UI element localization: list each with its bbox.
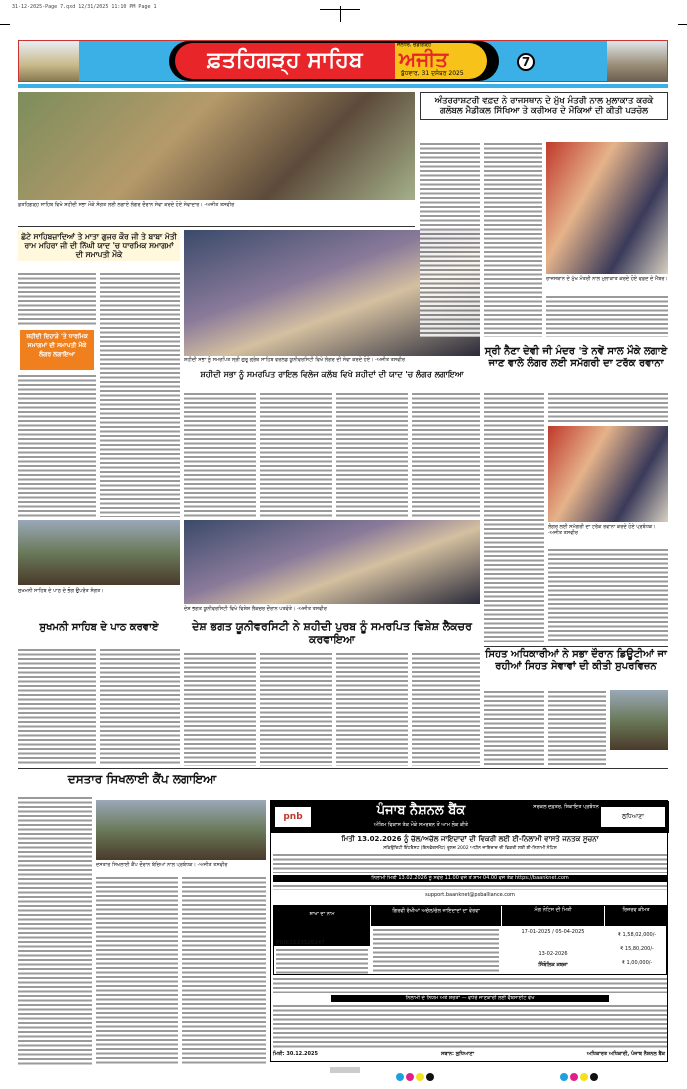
article-body: [260, 652, 332, 766]
story-photo: [548, 426, 668, 522]
headline: ਸ਼ਹੀਦੀ ਸਭਾ ਨੂੰ ਸਮਰਪਿਤ ਰਾਇਲ ਵਿਲੇਜ ਕਲੱਬ ਵਿਖੇ ਸ਼ਹੀਦਾਂ ਦੀ ਯਾਦ 'ਚ ਲੰਗਰ ਲਗਾਇਆ: [200, 370, 464, 379]
possession-status: ਸਿੰਬੋਲਿਕ ਕਬਜ਼ਾ: [538, 962, 568, 968]
notice-subtitle: ਸਕਿਉਰਿਟੀ ਇੰਟਰੈਸਟ (ਇਨਫੋਰਸਮੈਂਟ) ਰੂਲਜ਼ 2002 ਅਧੀਨ ਜਾਇਦਾਦ ਦੀ ਵਿਕਰੀ ਲਈ ਈ-ਨਿਲਾਮੀ ਨੋਟਿਸ: [383, 846, 557, 851]
account-ref: PUN:SE23520247: [276, 940, 325, 946]
edition-city: ਜਲੰਧਰ, ਚੰਡੀਗੜ੍ਹ: [397, 42, 432, 48]
masthead: [18, 40, 668, 82]
brand-logo: ਅਜੀਤ: [399, 47, 449, 71]
story-photo: [18, 92, 415, 200]
reserve-price: ₹ 1,58,02,000/-: [617, 932, 657, 938]
headline: ਦਸਤਾਰ ਸਿਖਲਾਈ ਕੈਂਪ ਲਗਾਇਆ: [67, 772, 217, 786]
article-body: [18, 796, 92, 1066]
article-body: [184, 392, 256, 517]
article-body: [100, 648, 180, 766]
headline: ਅੰਤਰਰਾਸ਼ਟਰੀ ਵਫ਼ਦ ਨੇ ਰਾਜਸਥਾਨ ਦੇ ਮੁੱਖ ਮੰਤਰੀ ਨਾਲ ਮੁਲਾਕਾਤ ਕਰਕੇ ਗਲੋਬਲ ਮੈਡੀਕਲ ਸਿੱਖਿਆ ਤੇ ਕਰੀਅਰ ਦੇ ਮੌਕਿਆਂ ਦੀ ਕੀਤੀ ਪੜਚੋਲ: [420, 92, 668, 120]
article-body: [184, 652, 256, 766]
story-photo: [546, 142, 668, 274]
bank-district: ਲੁਧਿਆਣਾ: [601, 807, 665, 827]
headline: ਛੋਟੇ ਸਾਹਿਬਜ਼ਾਦਿਆਂ ਤੇ ਮਾਤਾ ਗੁਜਰ ਕੌਰ ਜੀ ਤੇ ਬਾਬਾ ਮੋਤੀ ਰਾਮ ਮਹਿਰਾ ਜੀ ਦੀ ਨਿੱਘੀ ਯਾਦ 'ਚ ਧਾਰਮਿਕ ਸਮਾਗਮਾਂ ਦੀ ਸਮਾਪਤੀ ਮੌਕੇ: [18, 230, 180, 261]
edition-name: ਫ਼ਤਹਿਗੜ੍ਹ ਸਾਹਿਬ: [175, 43, 395, 79]
notice-title: ਮਿਤੀ 13.02.2026 ਨੂੰ ਚੱਲ/ਅਚੱਲ ਜਾਇਦਾਦਾਂ ਦੀ ਵਿਕਰੀ ਲਈ ਈ-ਨਿਲਾਮੀ ਵਾਸਤੇ ਜਨਤਕ ਸੂਚਨਾ: [341, 835, 599, 843]
article-body: [412, 392, 480, 517]
footer-signature: ਅਧਿਕਾਰਤ ਅਧਿਕਾਰੀ, ਪੰਜਾਬ ਨੈਸ਼ਨਲ ਬੈਂਕ: [586, 1051, 665, 1057]
bank-advertisement: [270, 800, 668, 1062]
article-body: [18, 648, 96, 766]
terms-bar: ਨਿਲਾਮੀ ਦੇ ਨਿਯਮ ਅਤੇ ਸ਼ਰਤਾਂ — ਵਧੇਰੇ ਜਾਣਕਾਰੀ ਲਈ ਵੈੱਬਸਾਈਟ ਵੇਖੋ: [331, 995, 609, 1002]
article-body: [96, 876, 178, 1066]
headline: ਸੁਖਮਨੀ ਸਾਹਿਬ ਦੇ ਪਾਠ ਕਰਵਾਏ: [39, 622, 159, 633]
monument-image: [607, 41, 667, 81]
article-body: [182, 876, 266, 1066]
auction-bar: ਨਿਲਾਮੀ ਮਿਤੀ 13.02.2026 ਨੂੰ ਸਵੇਰੇ 11.00 ਵਜੇ ਤੋਂ ਸ਼ਾਮ 04.00 ਵਜੇ ਤੱਕ https://baanknet.com: [273, 875, 667, 882]
article-body: [260, 392, 332, 517]
story-photo: [184, 520, 480, 604]
issue-date: ਬੁੱਧਵਾਰ, 31 ਦਸੰਬਰ 2025: [401, 70, 464, 77]
photo-caption: ਦੇਸ਼ ਭਗਤ ਯੂਨੀਵਰਸਿਟੀ ਵਿਖੇ ਵਿਸ਼ੇਸ਼ ਲੈਕਚਰ ਦੌਰਾਨ ਪਤਵੰਤੇ। -ਅਜੀਤ ਤਸਵੀਰ: [184, 606, 327, 612]
article-body: [484, 690, 544, 766]
footer-place: ਸਥਾਨ: ਲੁਧਿਆਣਾ: [441, 1051, 475, 1057]
article-body: [336, 392, 408, 517]
headline: ਦੇਸ਼ ਭਗਤ ਯੂਨੀਵਰਸਿਟੀ ਨੇ ਸ਼ਹੀਦੀ ਪੁਰਬ ਨੂੰ ਸਮਰਪਿਤ ਵਿਸ਼ੇਸ਼ ਲੈਕਚਰ ਕਰਵਾਇਆ: [192, 620, 472, 647]
crop-mark: [678, 24, 687, 25]
bank-address: ਸਰਕਲ ਦਫ਼ਤਰ, ਸ਼ਿਕਾਇਤ ਪ੍ਰਬੰਧਨ: [533, 804, 599, 810]
article-body: [336, 652, 408, 766]
article-body: [412, 652, 480, 766]
photo-caption: ਫ਼ਤਹਿਗੜ੍ਹ ਸਾਹਿਬ ਵਿਖੇ ਸ਼ਹੀਦੀ ਸਭਾ ਮੌਕੇ ਸੰਗਤ ਲਈ ਲਗਾਏ ਲੰਗਰ ਦੌਰਾਨ ਸੇਵਾ ਕਰਦੇ ਹੋਏ ਸੇਵਾਦਾਰ। -ਅਜੀਤ ਤਸਵੀਰ: [18, 202, 235, 208]
story-photo: [18, 520, 180, 585]
article-body: [548, 548, 668, 642]
photo-caption: ਰਾਜਸਥਾਨ ਦੇ ਮੁੱਖ ਮੰਤਰੀ ਨਾਲ ਮੁਲਾਕਾਤ ਕਰਦੇ ਹੋਏ ਵਫ਼ਦ ਦੇ ਮੈਂਬਰ।: [546, 276, 668, 282]
photo-caption: ਲੰਗਰ ਲਈ ਸਮੱਗਰੀ ਦਾ ਟਰੱਕ ਰਵਾਨਾ ਕਰਦੇ ਹੋਏ ਪ੍ਰਬੰਧਕ। -ਅਜੀਤ ਤਸਵੀਰ: [548, 524, 656, 536]
table-header: ਰਿਜ਼ਰਵ ਕੀਮਤ: [605, 906, 667, 926]
crop-mark: [0, 24, 10, 25]
demand-date: 17-01-2025 / 05-04-2025: [521, 929, 585, 935]
article-body: [100, 272, 180, 517]
article-body: [18, 374, 96, 517]
highlight-box: ਸ਼ਹੀਦੀ ਦਿਹਾੜੇ 'ਤੇ ਧਾਰਮਿਕ ਸਮਾਗਮਾਂ ਦੀ ਸਮਾਪਤੀ ਮੌਕੇ ਲੰਗਰ ਲਗਾਇਆ: [20, 330, 94, 370]
emd-amount: ₹ 15,80,200/-: [620, 946, 654, 952]
auction-table: [273, 905, 667, 975]
article-body: [548, 392, 668, 422]
gurdwara-image: [19, 41, 79, 81]
article-body: [548, 690, 606, 766]
table-header: ਗਿਰਵੀ ਰੱਖੀਆਂ ਅਚੱਲ/ਚੱਲ ਜਾਇਦਾਦਾਂ ਦਾ ਵੇਰਵਾ: [371, 906, 501, 926]
crop-mark: [320, 9, 360, 10]
article-body: [484, 392, 544, 642]
photo-caption: ਸੁਖਮਨੀ ਸਾਹਿਬ ਦੇ ਪਾਠ ਦੇ ਭੋਗ ਉਪਰੰਤ ਸੰਗਤ।: [18, 588, 104, 594]
footer-date: ਮਿਤੀ: 30.12.2025: [273, 1051, 318, 1057]
article-body: [18, 272, 96, 327]
article-body: [420, 142, 480, 337]
pnb-logo: pnb: [275, 807, 311, 827]
article-body: [546, 295, 668, 337]
auction-date: 13-02-2026: [538, 951, 568, 957]
bank-tagline: ਅੰਤਿਮ ਵਿਕਾਸ ਤੱਕ ਮੌਕੇ ਸਮਰਥਨ ਤੋਂ ਆਮ ਲੋਕ ਕੀਤੇ: [373, 822, 469, 828]
contact-email: support.baanknet@psballiance.com: [425, 892, 515, 898]
page-number: 7: [517, 53, 535, 71]
print-slug: 31-12-2025-Page 7.qxd 12/31/2025 11:10 PM Page 1: [12, 4, 157, 10]
masthead-banner: [169, 41, 499, 81]
ad-header: [271, 801, 669, 833]
headline: ਸਿਹਤ ਅਧਿਕਾਰੀਆਂ ਨੇ ਸਭਾ ਦੌਰਾਨ ਡਿਊਟੀਆਂ ਜਾ ਰਹੀਆਂ ਸਿਹਤ ਸੇਵਾਵਾਂ ਦੀ ਕੀਤੀ ਸੁਪਰਵਿਜ਼ਨ: [484, 646, 668, 673]
divider: [18, 84, 668, 88]
story-photo: [96, 800, 266, 860]
bid-increment: ₹ 1,00,000/-: [621, 960, 653, 966]
photo-caption: ਸ਼ਹੀਦੀ ਸਭਾ ਨੂੰ ਸਮਰਪਿਤ ਸ੍ਰੀ ਗੁਰੂ ਗ੍ਰੰਥ ਸਾਹਿਬ ਵਰਲਡ ਯੂਨੀਵਰਸਿਟੀ ਵਿਖੇ ਲੰਗਰ ਦੀ ਸੇਵਾ ਕਰਦੇ ਹੋਏ। -ਅਜੀਤ ਤਸਵੀਰ: [184, 357, 405, 363]
headline: ਸ੍ਰੀ ਨੈਣਾ ਦੇਵੀ ਜੀ ਮੰਦਰ 'ਤੇ ਨਵੇਂ ਸਾਲ ਮੌਕੇ ਲਗਾਏ ਜਾਣ ਵਾਲੇ ਲੰਗਰ ਲਈ ਸਮੱਗਰੀ ਦਾ ਟਰੱਕ ਰਵਾਨਾ: [484, 346, 668, 369]
bank-name: ਪੰਜਾਬ ਨੈਸ਼ਨਲ ਬੈਂਕ: [376, 803, 466, 818]
registration-marks: [396, 1066, 436, 1085]
registration-marks: [560, 1066, 600, 1085]
table-header: ਮੰਗ ਨੋਟਿਸ ਦੀ ਮਿਤੀ: [502, 906, 604, 926]
table-header: ਸ਼ਾਖਾ ਦਾ ਨਾਮ: [274, 906, 370, 946]
article-body: [484, 142, 542, 337]
story-photo: [610, 690, 668, 750]
photo-caption: ਦਸਤਾਰ ਸਿਖਲਾਈ ਕੈਂਪ ਦੌਰਾਨ ਬੱਚਿਆਂ ਨਾਲ ਪ੍ਰਬੰਧਕ। -ਅਜੀਤ ਤਸਵੀਰ: [96, 862, 228, 868]
